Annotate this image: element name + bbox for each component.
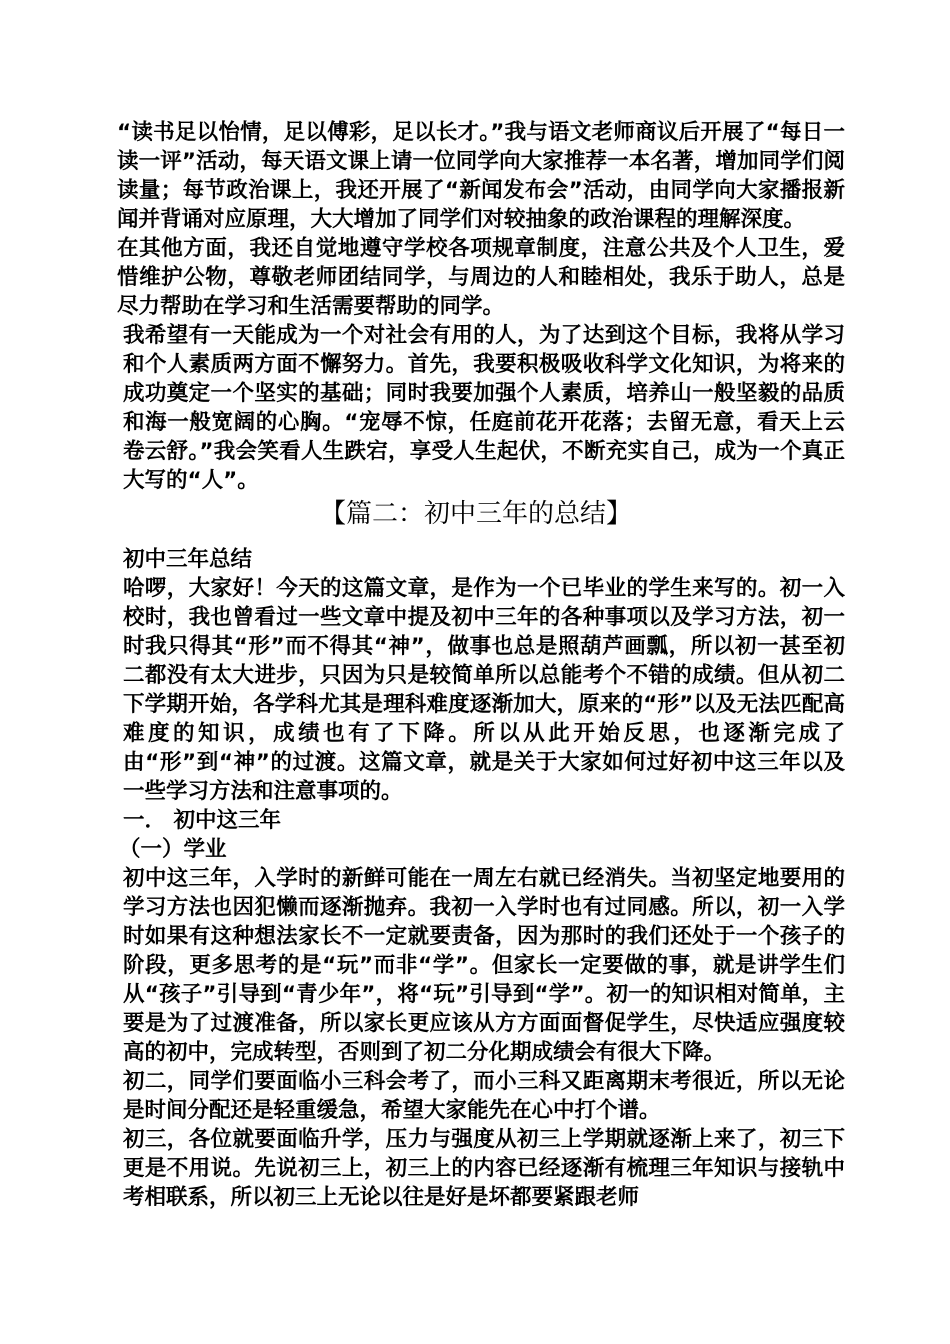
section-title: 【篇二：初中三年的总结】 xyxy=(319,499,632,529)
body-paragraph: “读书足以怡情，足以傅彩，足以长才。”我与语文老师商议后开展了“每日一读一评”活动，每天语文课上请一位同学向大家推荐一本名著，增加同学们阅读量；每节政治课上，我还开展了“新闻发布会”活动，由同学向大家播报新闻并背诵对应原理，大大增加了同学们对较抽象的政治课程的理解深度。 xyxy=(117,120,845,232)
heading-level-2: （一）学业 xyxy=(119,837,227,862)
spacer xyxy=(117,533,845,545)
body-paragraph: 初三，各位就要面临升学，压力与强度从初三上学期就逐渐上来了，初三下更是不用说。先说初三上，初三上的内容已经逐渐有梳理三年知识与接轨中考相联系，所以初三上无论以往是好是坏都要紧跟老师 xyxy=(123,1127,845,1210)
document-page xyxy=(117,118,845,1212)
article-title: 初中三年总结 xyxy=(123,547,253,572)
body-paragraph: 在其他方面，我还自觉地遵守学校各项规章制度，注意公共及个人卫生，爱惜维护公物，尊敬老师团结同学，与周边的人和睦相处，我乐于助人，总是尽力帮助在学习和生活需要帮助的同学。 xyxy=(117,236,845,319)
body-paragraph: 我希望有一天能成为一个对社会有用的人，为了达到这个目标，我将从学习和个人素质两方面不懈努力。首先，我要积极吸收科学文化知识，为将来的成功奠定一个坚实的基础；同时我要加强个人素质，培养山一般坚毅的品质和海一般宽阔的心胸。“宠辱不惊，任庭前花开花落；去留无意，看天上云卷云舒。”我会笑看人生跌宕，享受人生起伏，不断充实自己，成为一个真正大写的“人”。 xyxy=(123,323,845,493)
body-paragraph: 初二，同学们要面临小三科会考了，而小三科又距离期末考很近，所以无论是时间分配还是轻重缓急，希望大家能先在心中打个谱。 xyxy=(123,1069,845,1123)
intro-paragraph: 哈啰，大家好！今天的这篇文章，是作为一个已毕业的学生来写的。初一入校时，我也曾看过一些文章中提及初中三年的各种事项以及学习方法，初一时我只得其“形”而不得其“神”，做事也总是照葫芦画瓢，所以初一甚至初二都没有太大进步，只因为只是较简单所以总能考个不错的成绩。但从初二下学期开始，各学科尤其是理科难度逐渐加大，原来的“形”以及无法匹配高难度的知识，成绩也有了下降。所以从此开始反思，也逐渐完成了由“形”到“神”的过渡。这篇文章，就是关于大家如何过好初中这三年以及一些学习方法和注意事项的。 xyxy=(123,576,845,804)
heading-level-1: 一． 初中这三年 xyxy=(123,808,281,833)
body-paragraph: 初中这三年，入学时的新鲜可能在一周左右就已经消失。当初坚定地要用的学习方法也因犯懒而逐渐抛弃。我初一入学时也有过同感。所以，初一入学时如果有这种想法家长不一定就要责备，因为那时的我们还处于一个孩子的阶段，更多思考的是“玩”而非“学”。但家长一定要做的事，就是讲学生们从“孩子”引导到“青少年”，将“玩”引导到“学”。初一的知识相对简单，主要是为了过渡准备，所以家长更应该从方方面面督促学生，尽快适应强度较高的初中，完成转型，否则到了初二分化期成绩会有很大下降。 xyxy=(123,866,845,1065)
